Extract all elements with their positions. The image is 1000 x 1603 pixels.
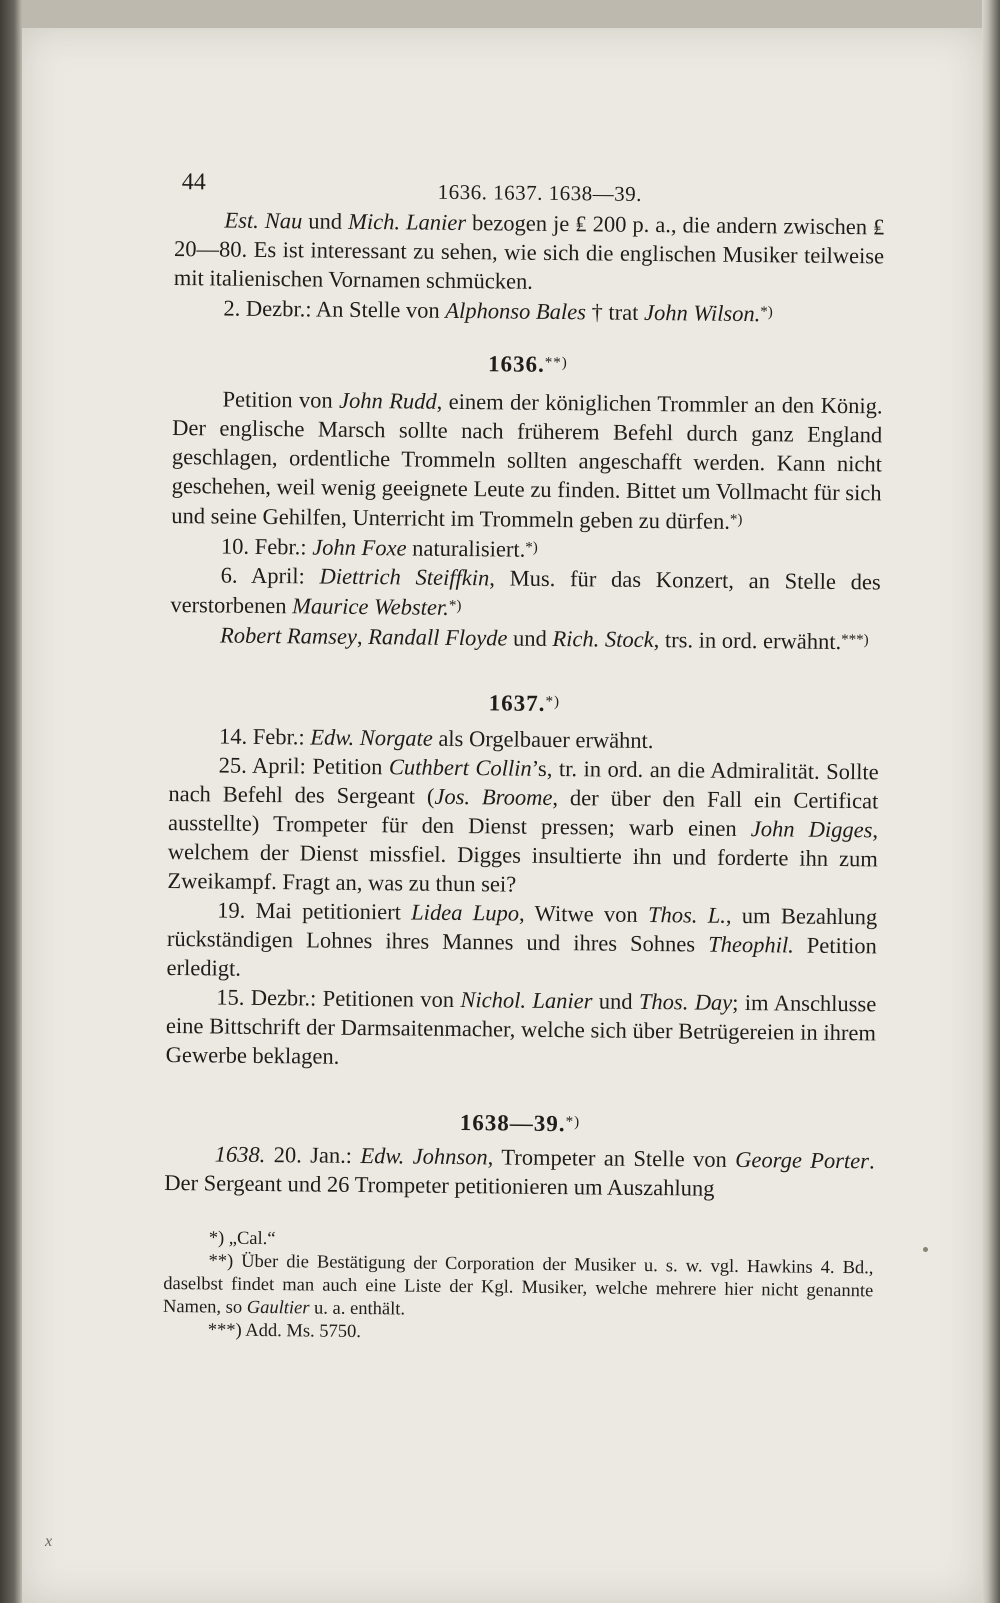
text: Petition von [222,386,340,413]
text: und [592,988,640,1014]
text: , trs. in ord. erwähnt. [653,627,842,655]
footnote-ref: *) [729,511,743,528]
text: , Trompeter an Stelle von [487,1144,736,1172]
name: John Digges [750,816,873,843]
heading-text: 1637. [488,690,546,716]
text: , um Bezahlung rückständigen Lohnes ihres Mannes und ihres Sohnes [166,902,878,957]
text: † trat [585,299,645,325]
text: **) Über die Bestätigung der Corporation der Musiker u. s. w. vgl. Hawkins 4. Bd., daselbst findet man auch eine Liste der Kgl. Musiker, welche mehrere hier nicht genannte Namen, so [162,1251,874,1318]
name: Diettrich Steiffkin [319,563,490,591]
name: Lidea Lupo [411,899,520,926]
name: Theophil. [708,931,794,958]
footnote-ref: *) [448,597,462,615]
text: , der über den Fall ein Certificat ausstellte) Trompeter für den Dienst pressen; warb einen [167,784,879,842]
text: , [356,623,369,650]
text: und [507,625,553,651]
text: , einem der königlichen Trommler an den König. Der englische Marsch sollte nach früherem Befehl durch ganz England geschlagen, ordentliche Trommeln sollten angeschafft werden. Kann nicht geschehen, weil wenig geeignete Leute zu finden. Bittet um Vollmacht für sich und seine Gehilfen, Unterricht im Trommeln geben zu dürfen. [171,388,883,534]
book-edge [982,0,1000,1603]
footnote-ref: *) [565,1114,581,1131]
name: Gaultier [246,1297,310,1319]
text: 19. Mai petitioniert [217,897,412,925]
footnote-ref: **) [544,354,568,372]
name: Robert Ramsey [219,622,358,649]
running-head: 1636. 1637. 1638—39. [437,179,643,206]
footnote-ref: ***) [841,632,869,649]
name: Alphonso Bales [445,297,587,325]
heading-text: 1636. [487,351,545,377]
text: ’s, tr. in ord. an die Admiralität. Sollte nach Befehl des Sergeant ( [168,755,879,809]
name: Rich. Stock [552,625,654,653]
text: und [302,208,349,234]
name: Edw. Norgate [310,724,433,751]
footnote-2 [163,1250,874,1326]
page-header [175,165,885,212]
name: John Rudd [338,387,437,414]
entry-1637-2 [167,750,878,902]
footnote-3: ***) Add. Ms. 5750. [207,1320,362,1343]
entry-1636-3 [170,560,881,626]
footnote-1: *) „Cal.“ [208,1228,276,1250]
footnotes [163,1227,874,1349]
text: , Witwe von [518,900,649,927]
text: 20. Jan.: [265,1142,361,1168]
name: Maurice Webster. [292,593,449,620]
footnote-ref: *) [525,539,538,556]
text: Petition erledigt. [166,932,877,981]
text: bezogen je [465,210,576,237]
text: naturalisiert. [406,535,526,562]
footnote-ref: *) [760,304,773,321]
name: Nichol. Lanier [460,987,593,1014]
name: Mich. Lanier [348,208,467,236]
text: 2. Dezbr.: An Stelle von [223,295,446,323]
text: . Der Sergeant und 26 Trompeter petitionieren um Auszahlung [164,1148,875,1201]
name: Thos. L. [647,901,727,928]
text: 15. Dezbr.: Petitionen von [216,984,461,1013]
heading-text: 1638—39. [459,1110,566,1137]
text: , Mus. für das Konzert, an Stelle des verstorbenen [170,565,881,619]
year: 1638. [214,1141,266,1167]
footnote-ref: *) [545,693,561,711]
entry-1638-1 [164,1139,875,1204]
entry-1637-4 [166,982,877,1076]
name: John Foxe [312,534,407,561]
text: 10. Febr.: [220,533,313,560]
entry-1636-1 [171,384,882,537]
name: Thos. Day [638,988,733,1015]
text: , welchem der Dienst missfiel. Digges insultierte ihn und forderte ihn zum Zweikampf. Fragt an, was zu thun sei? [167,817,879,897]
intro-paragraph-1 [174,205,885,299]
margin-mark: x [45,1533,53,1550]
text: als Orgelbauer erwähnt. [432,725,654,754]
page-number: 44 [181,169,206,196]
text: ₤ 200 p. a., die andern zwischen ₤ 20—80. Es ist interessant zu sehen, wie sich die englischen Musiker teilweise mit italienischen Vornamen schmücken. [173,211,885,294]
text: u. a. enthält. [309,1298,406,1320]
name: Edw. Johnson [360,1142,488,1170]
name: John Wilson. [643,299,761,327]
name: Est. Nau [224,207,303,234]
text: 14. Febr.: [218,723,311,750]
text: 25. April: Petition [218,752,390,780]
text-block [163,165,885,1349]
text: 6. April: [220,562,320,589]
text: ; im Anschlusse eine Bittschrift der Darmsaitenmacher, welche sich über Betrügereien in ihrem Gewerbe beklagen. [165,989,877,1069]
paper-spot [923,1247,928,1252]
name: Jos. Broome [434,783,553,810]
name: George Porter [735,1146,870,1174]
entry-1637-3 [166,895,877,989]
name: Randall Floyde [368,624,508,651]
name: Cuthbert Collin [388,754,532,781]
